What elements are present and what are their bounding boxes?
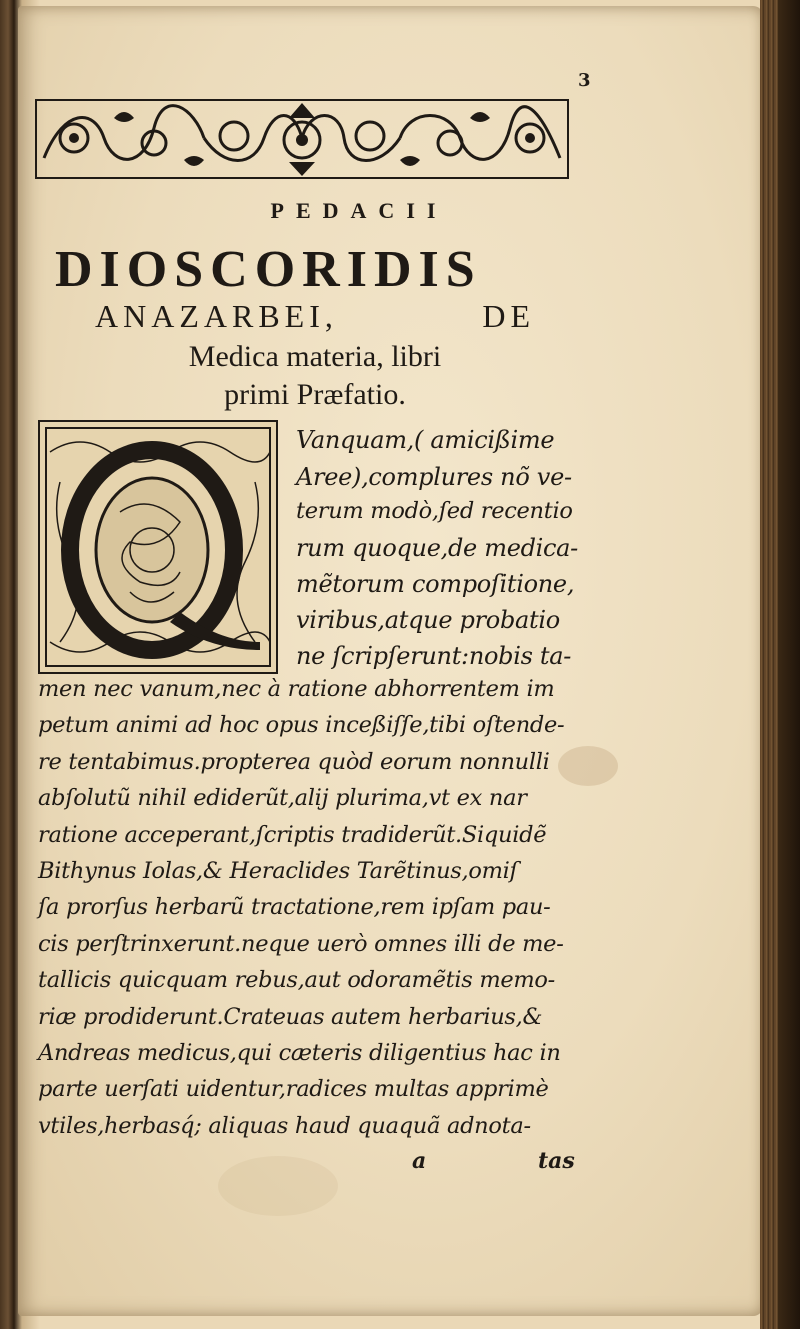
body-line: terum modò,ſed recentio — [296, 498, 573, 524]
body-line: riæ prodiderunt.Crateuas autem herbarius,& — [38, 1003, 543, 1030]
body-line: men nec vanum,nec à ratione abhorrentem im — [38, 676, 555, 702]
signature-mark: a — [412, 1148, 427, 1174]
body-line: cis perſtrinxerunt.neque uerò omnes illi de me- — [38, 930, 564, 957]
body-line: vtiles,herbasq́; aliquas haud quaquã adnota- — [38, 1112, 531, 1139]
foxing-stain — [558, 746, 618, 786]
heading-line-5: primi Præfatio. — [224, 378, 406, 411]
body-line: Andreas medicus,qui cæteris diligentius hac in — [38, 1040, 561, 1066]
body-line: Aree),complures nõ ve- — [296, 463, 572, 491]
body-line: re tentabimus.propterea quòd eorum nonnulli — [38, 748, 550, 775]
body-line: tallicis quicquam rebus,aut odoramẽtis memo- — [38, 967, 555, 994]
folio-number: 3 — [578, 70, 591, 91]
binding-edge — [778, 0, 800, 1329]
heading-line-3-right: DE — [482, 298, 535, 334]
decorated-initial — [38, 420, 278, 674]
catchword: tas — [538, 1148, 575, 1174]
heading-author: DIOSCORIDIS — [55, 241, 482, 298]
body-line: ſa prorſus herbarũ tractatione,rem ipſam pau- — [38, 894, 551, 921]
heading-line-3-left: ANAZARBEI, — [95, 298, 338, 334]
heading-line-3 — [95, 298, 535, 335]
body-line: ratione acceperant,ſcriptis tradiderũt.Siquidẽ — [38, 821, 547, 848]
headpiece-ornament — [34, 98, 570, 180]
body-line: ne ſcripſerunt:nobis ta- — [296, 642, 572, 670]
body-line: Vanquam,( amicißime — [296, 426, 555, 454]
body-line: mẽtorum compoſitione, — [296, 570, 575, 598]
foxing-stain — [218, 1156, 338, 1216]
heading-line-4: Medica materia, libri — [188, 340, 442, 373]
body-line: petum animi ad hoc opus inceßiſſe,tibi oſtende- — [38, 712, 565, 739]
heading-line-1: PEDACII — [270, 198, 448, 223]
body-line: parte uerſati uidentur,radices multas apprimè — [38, 1076, 549, 1103]
body-line: viribus,atque probatio — [296, 606, 560, 634]
body-line: rum quoque,de medica- — [296, 534, 578, 562]
initial-ornament-icon — [40, 422, 276, 672]
body-line: Bithynus Iolas,& Heraclides Tarẽtinus,omiſ — [38, 858, 518, 884]
body-line: abſolutũ nihil ediderũt,alij plurima,vt ex nar — [38, 785, 527, 812]
